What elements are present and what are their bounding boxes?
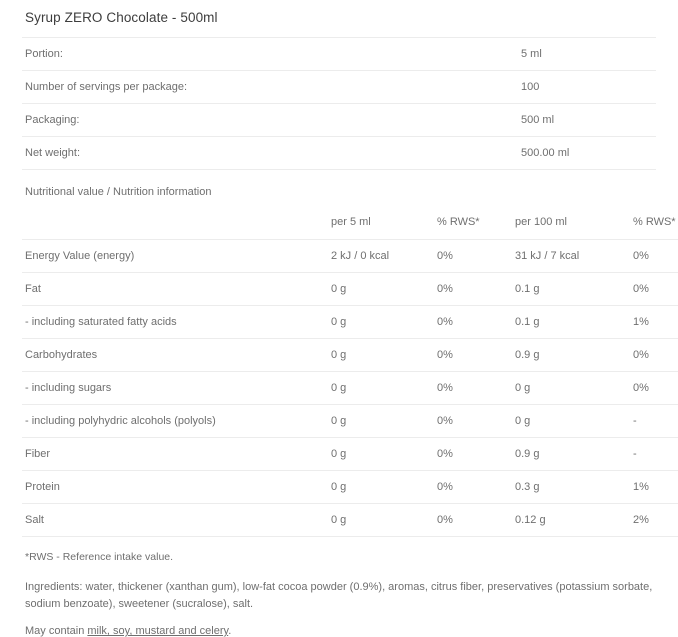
page-title: Syrup ZERO Chocolate - 500ml	[25, 10, 218, 25]
table-row	[22, 372, 678, 405]
table-row	[22, 471, 678, 504]
column-header-rws-serving: % RWS*	[434, 212, 512, 240]
allergens-text	[22, 613, 656, 637]
nutrient-rws-serving: 0%	[434, 273, 512, 306]
nutrient-per-serving: 0 g	[328, 504, 434, 537]
table-row	[22, 104, 656, 137]
nutrient-rws-100: 0%	[630, 372, 678, 405]
nutrient-per-serving: 0 g	[328, 306, 434, 339]
rws-footnote: *RWS - Reference intake value.	[25, 551, 174, 563]
nutrient-per-100: 0.1 g	[512, 306, 630, 339]
nutrient-rws-100: 1%	[630, 471, 678, 504]
nutrient-per-serving: 0 g	[328, 372, 434, 405]
info-value: 100	[518, 71, 656, 104]
nutrient-rws-serving: 0%	[434, 372, 512, 405]
nutrient-rws-serving: 0%	[434, 504, 512, 537]
table-row	[22, 137, 656, 170]
info-label: Packaging:	[22, 104, 518, 137]
nutrient-per-100: 0.9 g	[512, 339, 630, 372]
table-row	[22, 339, 678, 372]
nutrient-name: - including sugars	[22, 372, 328, 405]
nutrient-rws-serving: 0%	[434, 471, 512, 504]
nutrient-per-serving: 2 kJ / 0 kcal	[328, 240, 434, 273]
table-row	[22, 438, 678, 471]
nutrient-name: Fiber	[22, 438, 328, 471]
nutrient-name: Carbohydrates	[22, 339, 328, 372]
nutrient-rws-100: 0%	[630, 339, 678, 372]
ingredients-text: Ingredients: water, thickener (xanthan gum), low-fat cocoa powder (0.9%), aromas, citrus fiber, preservatives (potassium sorbate, sodium benzoate), sweetener (sucralose), salt.	[25, 581, 653, 611]
nutrient-per-100: 0 g	[512, 405, 630, 438]
allergens-list: milk, soy, mustard and celery	[87, 625, 229, 637]
nutrient-per-100: 0 g	[512, 372, 630, 405]
allergens-suffix: .	[228, 625, 232, 637]
table-row	[22, 240, 678, 273]
nutrient-name: Energy Value (energy)	[22, 240, 328, 273]
nutrient-per-serving: 0 g	[328, 273, 434, 306]
nutrient-name: Salt	[22, 504, 328, 537]
nutrient-rws-100: 0%	[630, 273, 678, 306]
table-row	[22, 306, 678, 339]
table-row	[22, 71, 656, 104]
nutrient-rws-serving: 0%	[434, 438, 512, 471]
nutrient-rws-100: 1%	[630, 306, 678, 339]
info-label: Portion:	[22, 38, 518, 71]
nutrition-section-label: Nutritional value / Nutrition information	[25, 186, 212, 198]
column-header-per-serving: per 5 ml	[328, 212, 434, 240]
info-label: Net weight:	[22, 137, 518, 170]
nutrient-per-100: 31 kJ / 7 kcal	[512, 240, 630, 273]
info-value: 500.00 ml	[518, 137, 656, 170]
nutrient-per-100: 0.9 g	[512, 438, 630, 471]
column-header-name	[22, 212, 328, 240]
nutrient-rws-100: -	[630, 405, 678, 438]
table-row	[22, 405, 678, 438]
nutrient-rws-100: -	[630, 438, 678, 471]
product-info-table	[22, 37, 656, 170]
nutrient-per-100: 0.1 g	[512, 273, 630, 306]
nutrition-table	[22, 212, 678, 537]
nutrient-rws-serving: 0%	[434, 339, 512, 372]
nutrient-name: - including polyhydric alcohols (polyols)	[22, 405, 328, 438]
table-row	[22, 504, 678, 537]
nutrient-name: - including saturated fatty acids	[22, 306, 328, 339]
info-value: 500 ml	[518, 104, 656, 137]
info-label: Number of servings per package:	[22, 71, 518, 104]
nutrient-per-serving: 0 g	[328, 471, 434, 504]
nutrient-per-100: 0.12 g	[512, 504, 630, 537]
nutrient-rws-serving: 0%	[434, 240, 512, 273]
table-row	[22, 38, 656, 71]
nutrient-rws-100: 0%	[630, 240, 678, 273]
nutrient-per-100: 0.3 g	[512, 471, 630, 504]
nutrient-rws-serving: 0%	[434, 405, 512, 438]
nutrient-per-serving: 0 g	[328, 438, 434, 471]
table-header-row	[22, 212, 678, 240]
nutrient-rws-serving: 0%	[434, 306, 512, 339]
info-value: 5 ml	[518, 38, 656, 71]
allergens-prefix: May contain	[25, 625, 88, 637]
column-header-per-100: per 100 ml	[512, 212, 630, 240]
nutrient-name: Protein	[22, 471, 328, 504]
table-row	[22, 273, 678, 306]
nutrient-rws-100: 2%	[630, 504, 678, 537]
nutrient-per-serving: 0 g	[328, 405, 434, 438]
nutrient-name: Fat	[22, 273, 328, 306]
column-header-rws-100: % RWS*	[630, 212, 678, 240]
nutrient-per-serving: 0 g	[328, 339, 434, 372]
